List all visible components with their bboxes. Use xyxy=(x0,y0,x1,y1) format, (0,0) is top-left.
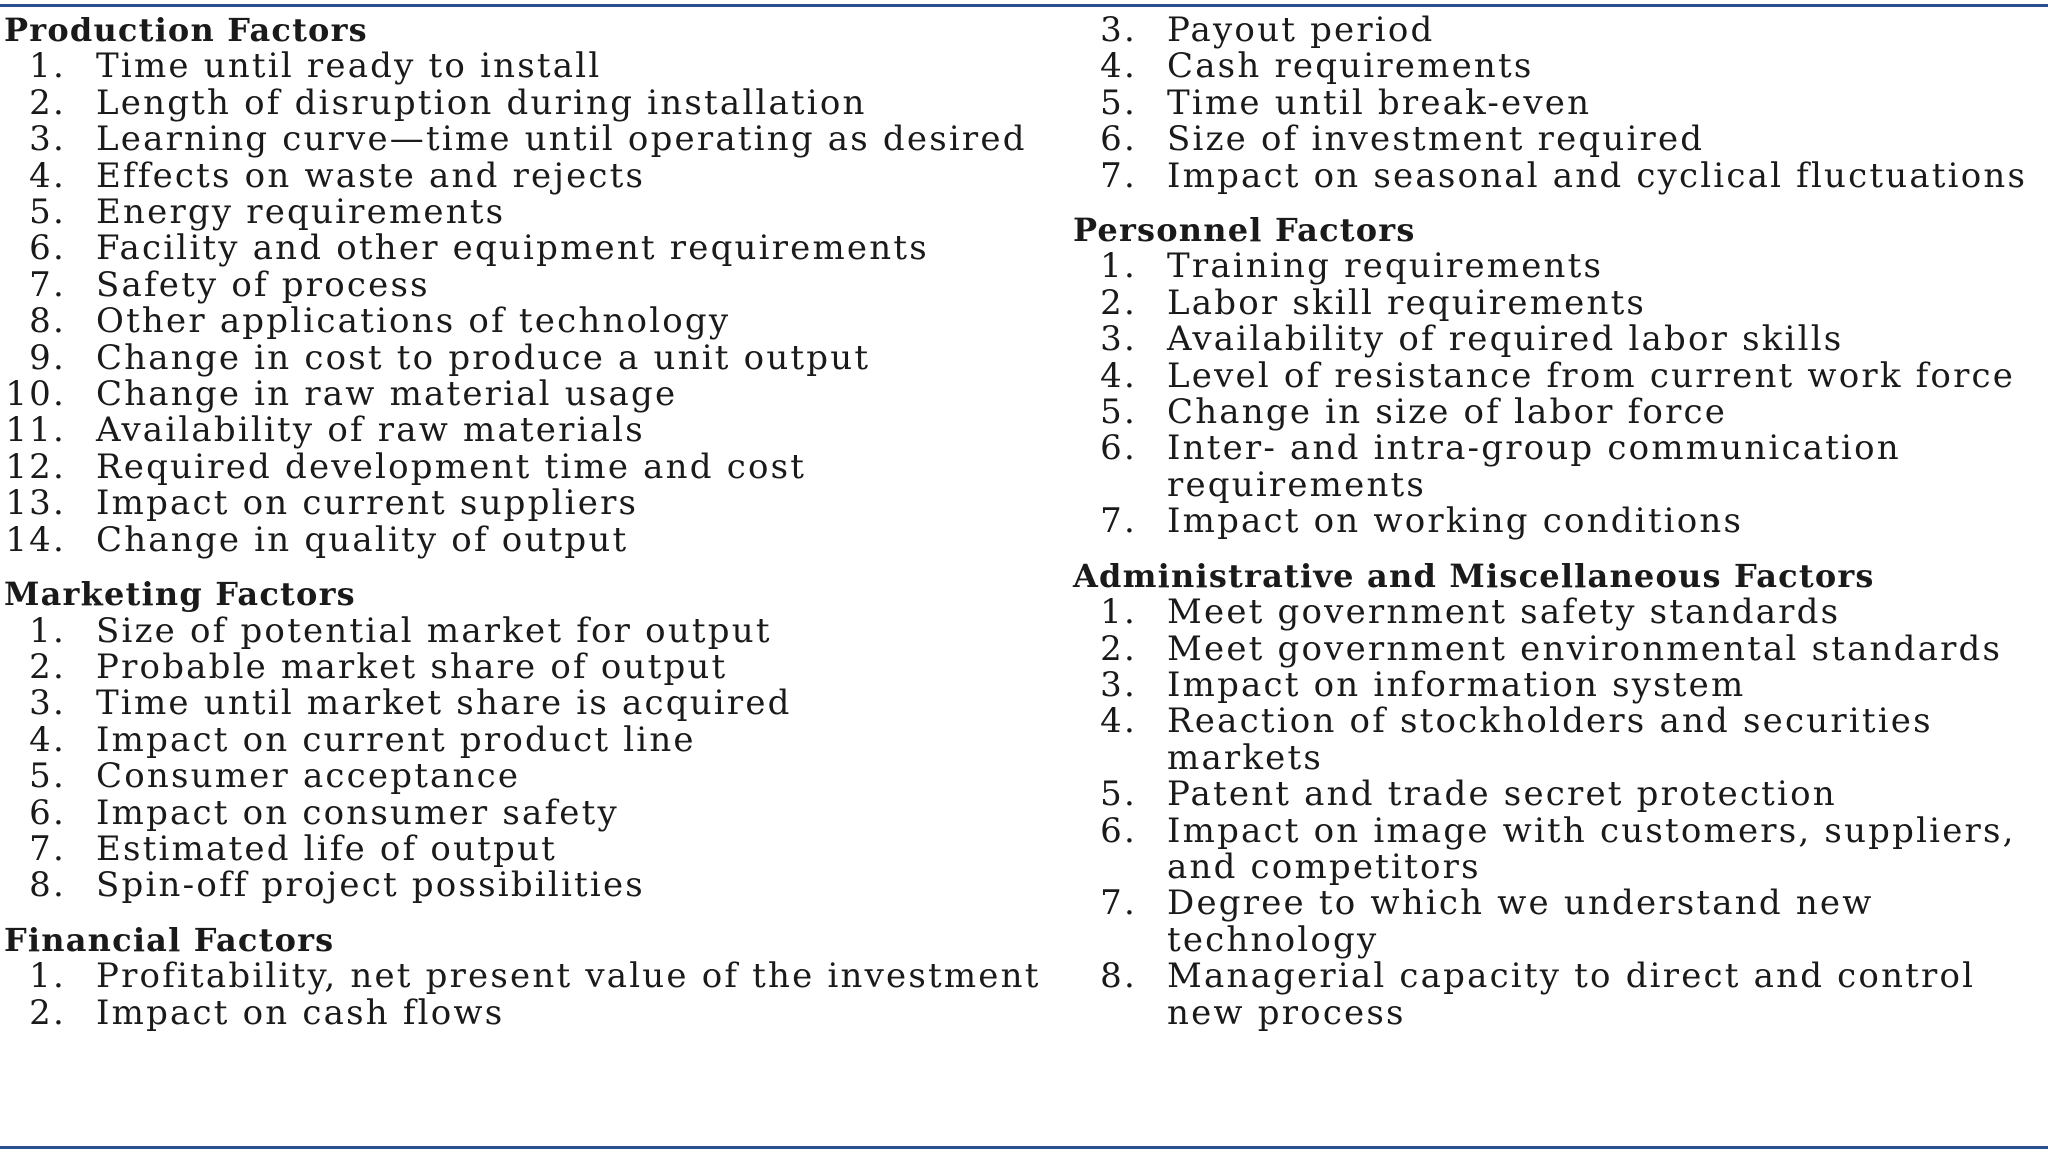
list-item xyxy=(1073,282,2048,323)
item-number: 14. xyxy=(5,519,66,560)
item-text: Inter- and intra-group communication requirements xyxy=(1167,428,1901,505)
list-item xyxy=(0,483,1060,524)
item-number: 6. xyxy=(1100,810,1137,851)
list-item xyxy=(0,956,1060,997)
item-number: 6. xyxy=(1100,428,1137,469)
section-heading: Production Factors xyxy=(4,11,368,49)
list-item xyxy=(0,519,1060,560)
item-text: Effects on waste and rejects xyxy=(96,155,646,196)
list-item xyxy=(1073,355,2048,396)
item-text: Meet government safety standards xyxy=(1167,592,1841,633)
item-text: Level of resistance from current work force xyxy=(1167,355,2016,396)
item-number: 10. xyxy=(5,374,66,415)
item-number: 2. xyxy=(1100,628,1137,669)
item-text: Impact on current product line xyxy=(96,719,696,760)
list-item xyxy=(0,46,1060,87)
item-number: 1. xyxy=(1100,592,1137,633)
item-text: Availability of required labor skills xyxy=(1167,319,1844,360)
factor-list xyxy=(1073,246,2048,542)
item-text: Cash requirements xyxy=(1167,46,1534,87)
item-text: Managerial capacity to direct and control new process xyxy=(1167,956,1976,1033)
item-number: 5. xyxy=(1100,774,1137,815)
list-item xyxy=(0,374,1060,415)
item-text: Time until ready to install xyxy=(96,46,602,87)
item-text: Required development time and cost xyxy=(96,446,807,487)
item-number: 4. xyxy=(1100,46,1137,87)
section-heading: Personnel Factors xyxy=(1073,211,1416,250)
list-item xyxy=(1073,774,2048,815)
item-text: Meet government environmental standards xyxy=(1167,628,2003,669)
item-text: Impact on current suppliers xyxy=(96,483,639,524)
item-text: Spin-off project possibilities xyxy=(96,865,645,906)
item-text: Facility and other equipment requirements xyxy=(96,228,929,269)
item-text: Labor skill requirements xyxy=(1167,282,1647,323)
item-number: 5. xyxy=(29,756,66,797)
item-text: Training requirements xyxy=(1167,246,1604,287)
list-item xyxy=(0,828,1060,869)
item-number: 6. xyxy=(1100,119,1137,160)
item-number: 8. xyxy=(1100,956,1137,997)
item-text: Size of investment required xyxy=(1167,119,1705,160)
item-number: 7. xyxy=(29,828,66,869)
factor-list xyxy=(0,610,1060,906)
item-number: 11. xyxy=(5,410,66,451)
item-text: Reaction of stockholders and securities markets xyxy=(1167,701,1933,778)
item-text: Profitability, net present value of the investment xyxy=(96,956,1041,997)
item-text: Impact on seasonal and cyclical fluctuations xyxy=(1167,155,2028,196)
item-text: Patent and trade secret protection xyxy=(1167,774,1837,815)
list-item xyxy=(0,82,1060,123)
item-text: Change in cost to produce a unit output xyxy=(96,337,871,378)
bottom-rule xyxy=(0,1146,2048,1149)
item-text: Impact on cash flows xyxy=(96,992,505,1033)
item-number: 2. xyxy=(29,992,66,1033)
item-text: Impact on working conditions xyxy=(1167,501,1744,542)
item-number: 4. xyxy=(29,155,66,196)
list-item xyxy=(0,610,1060,651)
list-item xyxy=(0,337,1060,378)
item-text: Consumer acceptance xyxy=(96,756,521,797)
item-number: 1. xyxy=(29,956,66,997)
item-text: Availability of raw materials xyxy=(96,410,645,451)
list-item xyxy=(0,192,1060,233)
item-text: Time until market share is acquired xyxy=(96,683,792,724)
section-heading: Marketing Factors xyxy=(4,575,356,614)
list-item xyxy=(1073,592,2048,633)
item-number: 3. xyxy=(1100,10,1137,50)
item-number: 5. xyxy=(1100,82,1137,123)
item-number: 7. xyxy=(1100,155,1137,196)
factor-list xyxy=(0,958,1060,1031)
list-item xyxy=(1073,628,2048,669)
item-text: Change in quality of output xyxy=(96,519,629,560)
section-production xyxy=(0,12,1060,558)
list-item xyxy=(1073,155,2048,196)
item-number: 7. xyxy=(29,264,66,305)
item-text: Safety of process xyxy=(96,264,430,305)
item-text: Impact on consumer safety xyxy=(96,792,619,833)
item-text: Change in size of labor force xyxy=(1167,392,1728,433)
section-personnel xyxy=(1073,212,2048,540)
item-text: Size of potential market for output xyxy=(96,610,772,651)
list-item xyxy=(0,719,1060,760)
list-item xyxy=(0,228,1060,269)
list-item xyxy=(1073,703,2048,776)
section-administrative xyxy=(1073,558,2048,1031)
list-item xyxy=(1073,810,2048,887)
item-number: 3. xyxy=(29,683,66,724)
item-text: Change in raw material usage xyxy=(96,374,678,415)
item-number: 2. xyxy=(1100,282,1137,323)
item-number: 6. xyxy=(29,792,66,833)
item-number: 9. xyxy=(29,337,66,378)
item-text: Other applications of technology xyxy=(96,301,731,342)
item-number: 3. xyxy=(1100,664,1137,705)
item-text: Learning curve—time until operating as desired xyxy=(96,119,1027,160)
item-text: Impact on information system xyxy=(1167,664,1746,705)
item-number: 1. xyxy=(29,46,66,87)
item-number: 2. xyxy=(29,646,66,687)
list-item xyxy=(1073,82,2048,123)
item-text: Length of disruption during installation xyxy=(96,82,867,123)
list-item xyxy=(0,410,1060,451)
list-item xyxy=(0,756,1060,797)
section-financial xyxy=(0,922,1060,1031)
item-number: 8. xyxy=(29,865,66,906)
item-number: 8. xyxy=(29,301,66,342)
list-item xyxy=(1073,501,2048,542)
item-text: Estimated life of output xyxy=(96,828,557,869)
list-item xyxy=(1073,46,2048,87)
item-text: Probable market share of output xyxy=(96,646,728,687)
item-number: 1. xyxy=(29,610,66,651)
list-item xyxy=(1073,664,2048,705)
factor-list xyxy=(1073,12,2048,194)
list-item xyxy=(0,119,1060,160)
item-number: 12. xyxy=(5,446,66,487)
item-number: 4. xyxy=(1100,701,1137,742)
item-text: Energy requirements xyxy=(96,192,506,233)
item-number: 3. xyxy=(1100,319,1137,360)
factor-list xyxy=(1073,594,2048,1031)
list-item xyxy=(1073,392,2048,433)
section-heading: Financial Factors xyxy=(4,920,335,959)
item-text: Time until break-even xyxy=(1167,82,1592,123)
left-column xyxy=(0,12,1060,1049)
item-text: Payout period xyxy=(1167,10,1435,50)
list-item xyxy=(0,865,1060,906)
section-heading: Administrative and Miscellaneous Factors xyxy=(1073,556,1875,595)
item-number: 4. xyxy=(29,719,66,760)
list-item xyxy=(0,992,1060,1033)
factor-list xyxy=(0,48,1060,558)
item-number: 3. xyxy=(29,119,66,160)
item-number: 1. xyxy=(1100,246,1137,287)
item-number: 5. xyxy=(1100,392,1137,433)
list-item xyxy=(0,264,1060,305)
list-item xyxy=(1073,958,2048,1031)
item-number: 7. xyxy=(1100,501,1137,542)
right-column xyxy=(1073,12,2048,1049)
list-item xyxy=(1073,430,2048,503)
list-item xyxy=(0,155,1060,196)
list-item xyxy=(1073,119,2048,160)
list-item xyxy=(1073,12,2048,48)
item-number: 13. xyxy=(5,483,66,524)
section-financial-continued xyxy=(1073,12,2048,194)
item-number: 2. xyxy=(29,82,66,123)
list-item xyxy=(0,792,1060,833)
item-text: Degree to which we understand new technology xyxy=(1167,883,1874,960)
list-item xyxy=(0,446,1060,487)
item-number: 4. xyxy=(1100,355,1137,396)
section-marketing xyxy=(0,576,1060,904)
list-item xyxy=(1073,319,2048,360)
list-item xyxy=(1073,246,2048,287)
item-text: Impact on image with customers, suppliers, and competitors xyxy=(1167,810,2016,887)
list-item xyxy=(0,646,1060,687)
list-item xyxy=(0,683,1060,724)
item-number: 5. xyxy=(29,192,66,233)
item-number: 7. xyxy=(1100,883,1137,924)
top-rule xyxy=(0,4,2048,7)
list-item xyxy=(0,301,1060,342)
item-number: 6. xyxy=(29,228,66,269)
list-item xyxy=(1073,885,2048,958)
